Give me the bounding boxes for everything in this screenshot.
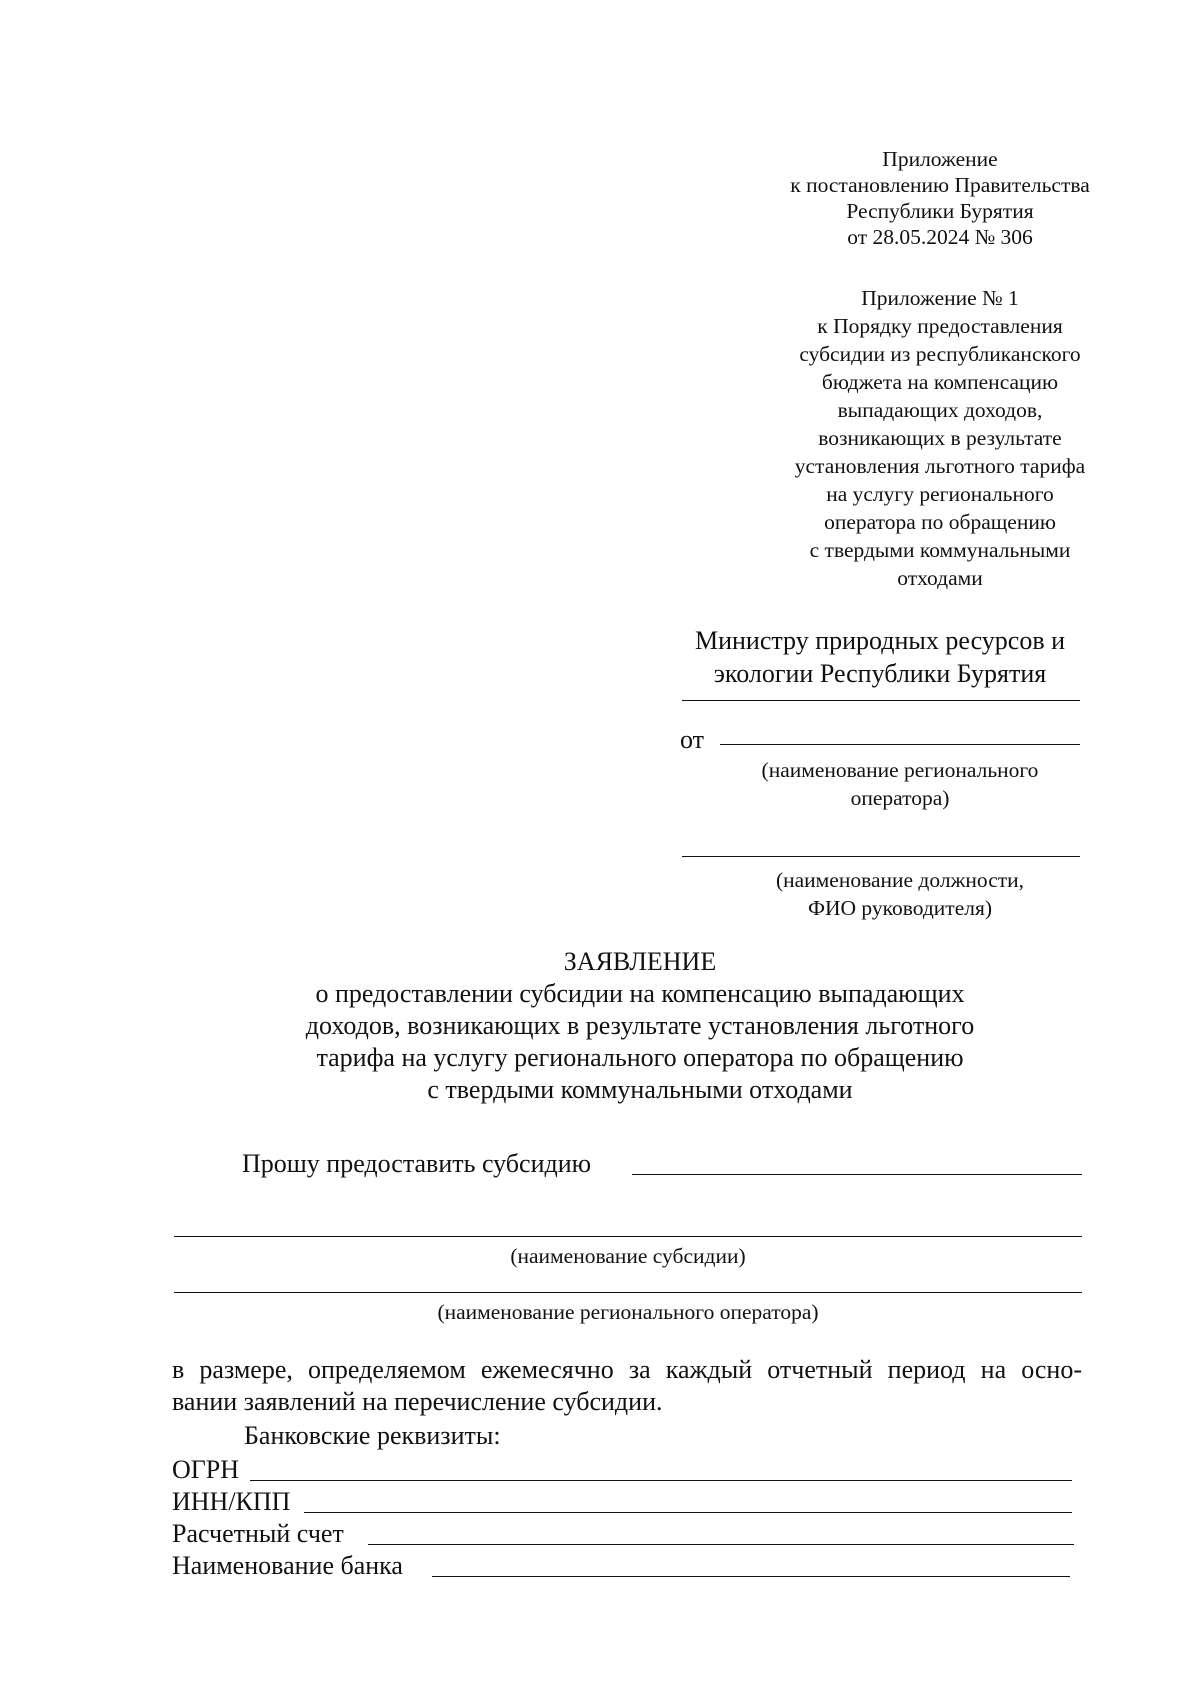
statement-subtitle-line: тарифа на услугу регионального оператора по обращению: [316, 1043, 964, 1072]
account-label: Расчетный счет: [172, 1519, 344, 1548]
subsidy-name-blank-line[interactable]: [174, 1236, 1082, 1237]
from-blank-line[interactable]: [720, 744, 1080, 745]
inn-kpp-field[interactable]: [304, 1512, 1072, 1513]
appendix-2-line: к Порядку предоставления: [817, 314, 1063, 338]
position-caption: [700, 866, 1100, 922]
statement-subtitle-line: доходов, возникающих в результате установления льготного: [305, 1011, 975, 1040]
statement-heading: ЗАЯВЛЕНИЕ: [563, 947, 717, 976]
appendix-2-line: с твердыми коммунальными: [809, 538, 1071, 562]
appendix-2-line: бюджета на компенсацию: [821, 370, 1059, 394]
request-label: Прошу предоставить субсидию: [242, 1149, 592, 1178]
appendix-1-line: от 28.05.2024 № 306: [847, 225, 1033, 249]
bank-heading: Банковские реквизиты:: [244, 1421, 501, 1450]
body-line-1: в размере, определяемом ежемесячно за каждый отчетный период на осно-: [172, 1355, 1082, 1384]
appendix-2-line: установления льготного тарифа: [794, 454, 1086, 478]
operator-caption: (наименование регионального оператора): [437, 1300, 819, 1324]
from-caption-line: оператора): [850, 786, 950, 810]
appendix-2-line: выпадающих доходов,: [837, 398, 1043, 422]
appendix-2-line: отходами: [897, 566, 983, 590]
appendix-2-header: [720, 284, 1160, 592]
from-caption-line: (наименование регионального: [761, 758, 1039, 782]
body-line-2: вании заявлений на перечисление субсидии.: [172, 1387, 663, 1416]
appendix-2-line: возникающих в результате: [818, 426, 1062, 450]
from-caption: [720, 756, 1080, 812]
addressee: [670, 625, 1090, 690]
appendix-2-line: оператора по обращению: [824, 510, 1056, 534]
appendix-1-line: Республики Бурятия: [846, 199, 1034, 223]
appendix-1-line: к постановлению Правительства: [790, 173, 1090, 197]
subsidy-caption: (наименование субсидии): [510, 1244, 746, 1268]
ogrn-field[interactable]: [250, 1480, 1072, 1481]
ogrn-label: ОГРН: [172, 1455, 240, 1484]
appendix-2-line: субсидии из республиканского: [799, 342, 1081, 366]
position-blank-line[interactable]: [682, 856, 1080, 857]
position-caption-line: ФИО руководителя): [807, 896, 993, 920]
bank-name-label: Наименование банка: [172, 1551, 403, 1580]
addressee-line: экологии Республики Бурятия: [713, 658, 1047, 688]
statement-title: [170, 946, 1110, 1106]
appendix-1-line: Приложение: [882, 147, 998, 171]
inn-kpp-label: ИНН/КПП: [172, 1487, 291, 1516]
statement-subtitle-line: о предоставлении субсидии на компенсацию выпадающих: [315, 979, 965, 1008]
addressee-blank-line[interactable]: [682, 700, 1080, 701]
appendix-1-header: [720, 146, 1160, 250]
subsidy-blank-line[interactable]: [632, 1174, 1082, 1175]
account-field[interactable]: [368, 1544, 1074, 1545]
statement-subtitle-line: с твердыми коммунальными отходами: [427, 1075, 853, 1104]
operator-name-blank-line[interactable]: [174, 1292, 1082, 1293]
from-label: от: [680, 725, 705, 754]
appendix-2-line: на услугу регионального: [826, 482, 1054, 506]
bank-name-field[interactable]: [432, 1576, 1070, 1577]
addressee-line: Министру природных ресурсов и: [694, 626, 1066, 655]
appendix-2-line: Приложение № 1: [861, 286, 1019, 310]
position-caption-line: (наименование должности,: [775, 868, 1025, 892]
